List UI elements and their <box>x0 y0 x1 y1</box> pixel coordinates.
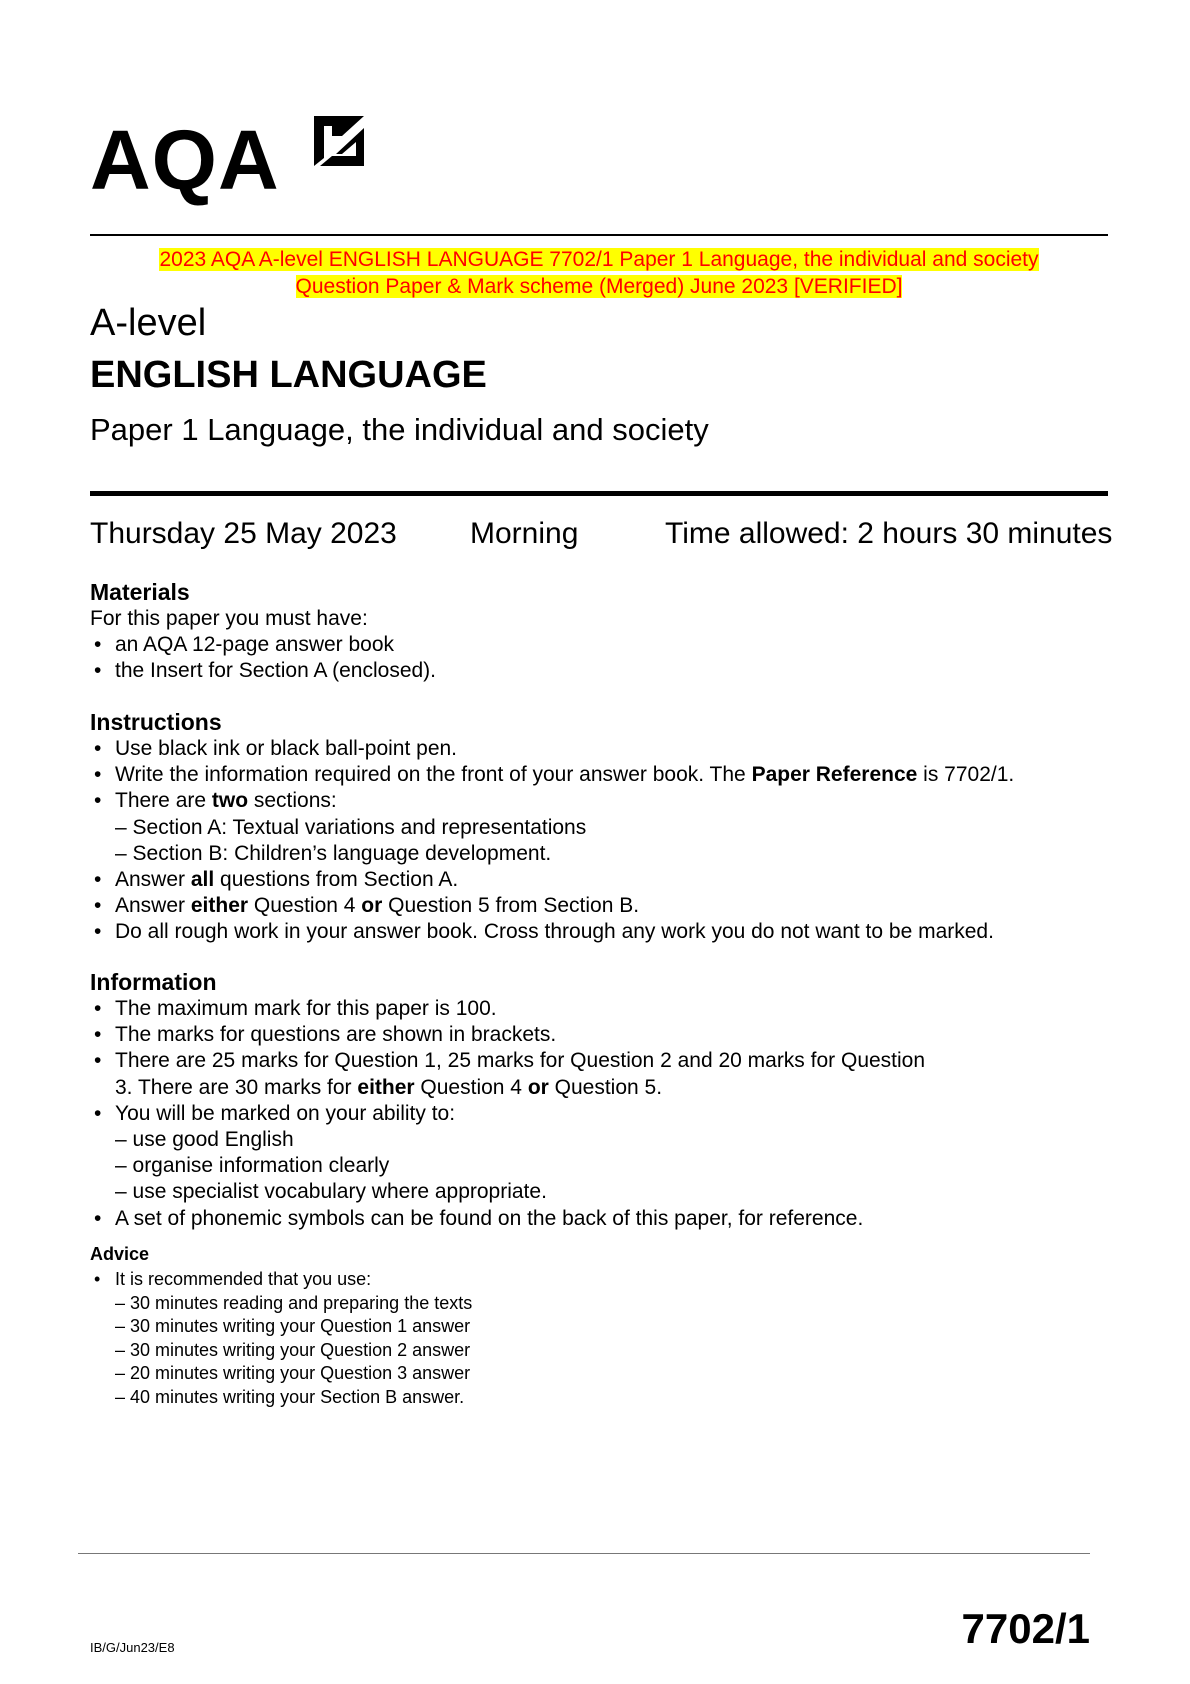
sub-item: – use good English <box>115 1128 294 1152</box>
banner-line-1: 2023 AQA A-level ENGLISH LANGUAGE 7702/1 Paper 1 Language, the individual and society <box>159 248 1039 271</box>
text: Question 5. <box>548 1075 663 1099</box>
footer-rule <box>78 1553 1090 1554</box>
text: Answer <box>115 868 191 892</box>
header-rule <box>90 234 1108 236</box>
information-section <box>90 996 1110 1232</box>
logo-text: AQA <box>90 113 280 207</box>
list-item <box>90 867 1110 893</box>
sub-item: – 30 minutes reading and preparing the texts <box>115 1292 473 1313</box>
text: 3. There are 30 marks for <box>115 1075 358 1099</box>
advice-list <box>90 1268 1090 1410</box>
text: is 7702/1. <box>917 763 1015 787</box>
time-allowed: Time allowed: 2 hours 30 minutes <box>665 517 1113 550</box>
list-item: • The marks for questions are shown in brackets. <box>90 1022 1110 1048</box>
instructions-section <box>90 736 1110 946</box>
paper-title: Paper 1 Language, the individual and society <box>90 412 709 447</box>
emphasis: Paper Reference <box>751 763 918 787</box>
text: questions from Section A. <box>214 868 459 892</box>
instructions-heading: Instructions <box>90 709 222 735</box>
subject-title: ENGLISH LANGUAGE <box>90 354 487 396</box>
verified-banner <box>90 246 1108 300</box>
list-item: • It is recommended that you use: <box>90 1268 1090 1292</box>
text: There are <box>115 789 212 813</box>
list-item: • Use black ink or black ball-point pen. <box>90 736 1110 762</box>
emphasis: all <box>190 868 215 892</box>
text: Write the information required on the front of your answer book. The <box>115 763 752 787</box>
list-item: • The maximum mark for this paper is 100. <box>90 996 1110 1022</box>
emphasis: or <box>361 894 383 918</box>
materials-list <box>90 632 1110 684</box>
text: sections: <box>248 789 337 813</box>
text: Question 4 <box>414 1075 528 1099</box>
sub-item: – Section B: Children’s language development. <box>115 841 552 865</box>
list-item: • You will be marked on your ability to: <box>90 1101 1110 1127</box>
list-item: • an AQA 12-page answer book <box>90 632 1110 658</box>
list-item: • A set of phonemic symbols can be found on the back of this paper, for reference. <box>90 1206 1110 1232</box>
paper-code: 7702/1 <box>961 1605 1090 1652</box>
sub-item: – 30 minutes writing your Question 2 answer <box>115 1339 471 1360</box>
sub-item: – organise information clearly <box>115 1154 390 1178</box>
aqa-logo <box>90 110 360 210</box>
sub-item: – 40 minutes writing your Section B answer. <box>115 1386 465 1407</box>
sub-item: – 20 minutes writing your Question 3 answer <box>115 1363 471 1384</box>
exam-session: Morning <box>470 517 579 550</box>
list-item: • Do all rough work in your answer book. Cross through any work you do not want to be marked. <box>90 919 1110 945</box>
materials-intro: For this paper you must have: <box>90 607 368 630</box>
emphasis: either <box>190 894 249 918</box>
text: Question 5 from Section B. <box>382 894 640 918</box>
materials-heading: Materials <box>90 579 190 605</box>
list-item <box>90 1048 1110 1100</box>
sub-item: – Section A: Textual variations and representations <box>115 815 587 839</box>
list-item <box>90 788 1110 814</box>
emphasis: either <box>357 1075 415 1099</box>
exam-date: Thursday 25 May 2023 <box>90 517 397 550</box>
emphasis: two <box>211 789 249 813</box>
emphasis: or <box>527 1075 549 1099</box>
materials-section <box>90 606 1110 685</box>
information-heading: Information <box>90 969 217 995</box>
text: • There are 25 marks for Question 1, 25 marks for Question 2 and 20 marks for Question <box>115 1049 926 1073</box>
text: Answer <box>115 894 191 918</box>
list-item: • the Insert for Section A (enclosed). <box>90 658 1110 684</box>
banner-line-2: Question Paper & Mark scheme (Merged) June 2023 [VERIFIED] <box>295 275 903 298</box>
information-list <box>90 996 1110 1232</box>
instructions-list <box>90 736 1110 946</box>
sub-item: – use specialist vocabulary where appropriate. <box>115 1180 547 1204</box>
advice-section <box>90 1268 1090 1410</box>
aqa-flag-icon <box>312 114 366 168</box>
list-item <box>90 762 1110 788</box>
title-rule <box>90 491 1108 496</box>
sub-item: – 30 minutes writing your Question 1 answer <box>115 1316 471 1337</box>
advice-heading: Advice <box>90 1244 150 1264</box>
qualification-level: A-level <box>90 302 207 344</box>
text: Question 4 <box>248 894 362 918</box>
list-item <box>90 893 1110 919</box>
footer-reference: IB/G/Jun23/E8 <box>90 1640 175 1655</box>
